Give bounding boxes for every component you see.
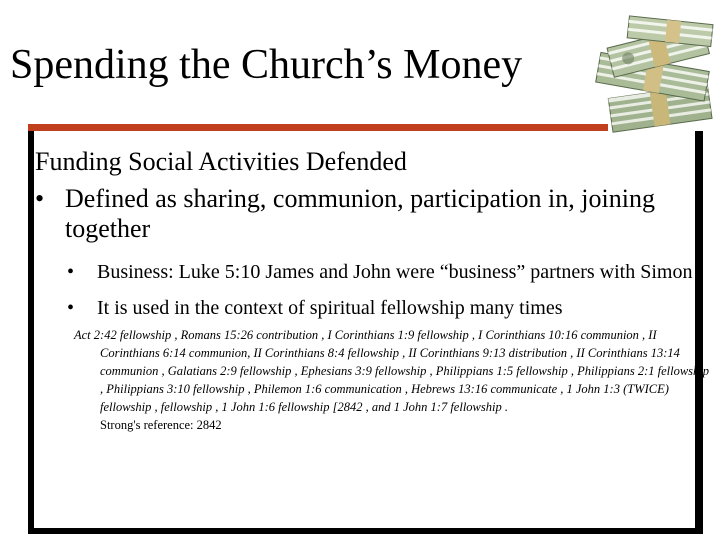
- sub-bullet-text: It is used in the context of spiritual fellowship many times: [97, 297, 563, 319]
- bullet-main: [35, 184, 695, 244]
- accent-rule: [28, 124, 608, 131]
- slide-body: [35, 146, 710, 434]
- scripture-references: Act 2:42 fellowship , Romans 15:26 contribution , I Corinthians 1:9 fellowship , I Corinthians 10:16 communion , II Corinthians 6:14 communion, II Corinthians 8:4 fellowship , II Corinthians 9:13 distribution , II Corinthians 13:14 communion , Galatians 2:9 fellowship , Ephesians 3:9 fellowship , Philippians 1:5 fellowship , Philippians 2:1 fellowship , Philippians 3:10 fellowship , Philemon 1:6 communication , Hebrews 13:16 communicate , 1 John 1:3 (TWICE) fellowship , fellowship , 1 John 1:6 fellowship [2842 , and 1 John 1:7 fellowship .: [74, 328, 710, 414]
- bullet-dot: •: [67, 297, 75, 319]
- strongs-reference: Strong's reference: 2842: [100, 418, 222, 432]
- slide-title: Spending the Church’s Money: [10, 42, 523, 88]
- sub-bullet-text: Business: Luke 5:10 James and John were “business” partners with Simon: [97, 261, 693, 283]
- sub-bullet-fellowship: [67, 296, 695, 320]
- bullet-dot: •: [67, 261, 75, 283]
- sub-bullet-business: [67, 260, 695, 284]
- bullet-dot: •: [35, 184, 45, 213]
- subheading: Funding Social Activities Defended: [35, 147, 407, 176]
- bullet-main-text: Defined as sharing, communion, participation in, joining together: [65, 184, 655, 243]
